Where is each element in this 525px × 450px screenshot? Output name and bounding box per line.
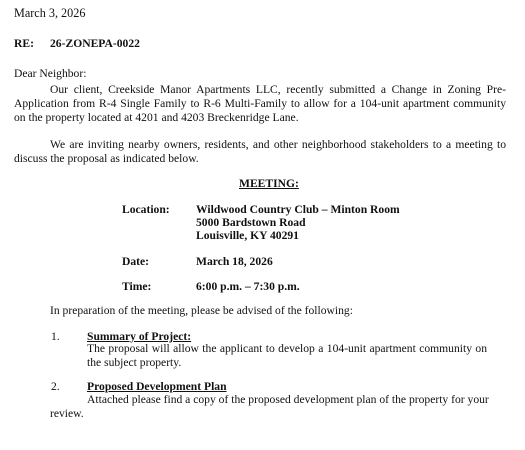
location-line-3: Louisville, KY 40291 (196, 229, 299, 242)
meeting-heading: MEETING: (239, 177, 299, 190)
intro-paragraph: Our client, Creekside Manor Apartments LLC, recently submitted a Change in Zoning Pre-Application from R-4 Single Family to R-6 Multi-Family to allow for a 104-unit apartment community on the property located at 4201 and 4203 Breckenridge Lane. (14, 83, 506, 125)
item-number-2: 2. (51, 380, 60, 393)
salutation: Dear Neighbor: (14, 67, 87, 80)
preparation-text: In preparation of the meeting, please be advised of the following: (50, 304, 353, 317)
time-label: Time: (122, 280, 152, 293)
letter-date: March 3, 2026 (14, 6, 86, 20)
invitation-paragraph: We are inviting nearby owners, residents, and other neighborhood stakeholders to a meeting to discuss the proposal as indicated below. (14, 138, 506, 166)
location-line-1: Wildwood Country Club – Minton Room (196, 203, 400, 216)
re-label: RE: (14, 37, 34, 50)
item-body-development-plan-line-1: Attached please find a copy of the proposed development plan of the property for your (87, 393, 489, 406)
meeting-time: 6:00 p.m. – 7:30 p.m. (196, 280, 300, 293)
location-label: Location: (122, 203, 170, 216)
item-title-development-plan: Proposed Development Plan (87, 380, 227, 393)
item-number-1: 1. (51, 330, 60, 343)
location-line-2: 5000 Bardstown Road (196, 216, 306, 229)
date-label: Date: (122, 255, 150, 268)
re-reference-number: 26-ZONEPA-0022 (50, 37, 140, 50)
item-title-summary: Summary of Project: (87, 330, 192, 343)
meeting-date: March 18, 2026 (196, 255, 273, 268)
item-body-summary: The proposal will allow the applicant to develop a 104-unit apartment community on the subject property. (87, 342, 487, 370)
item-body-development-plan-line-2: review. (50, 407, 84, 420)
